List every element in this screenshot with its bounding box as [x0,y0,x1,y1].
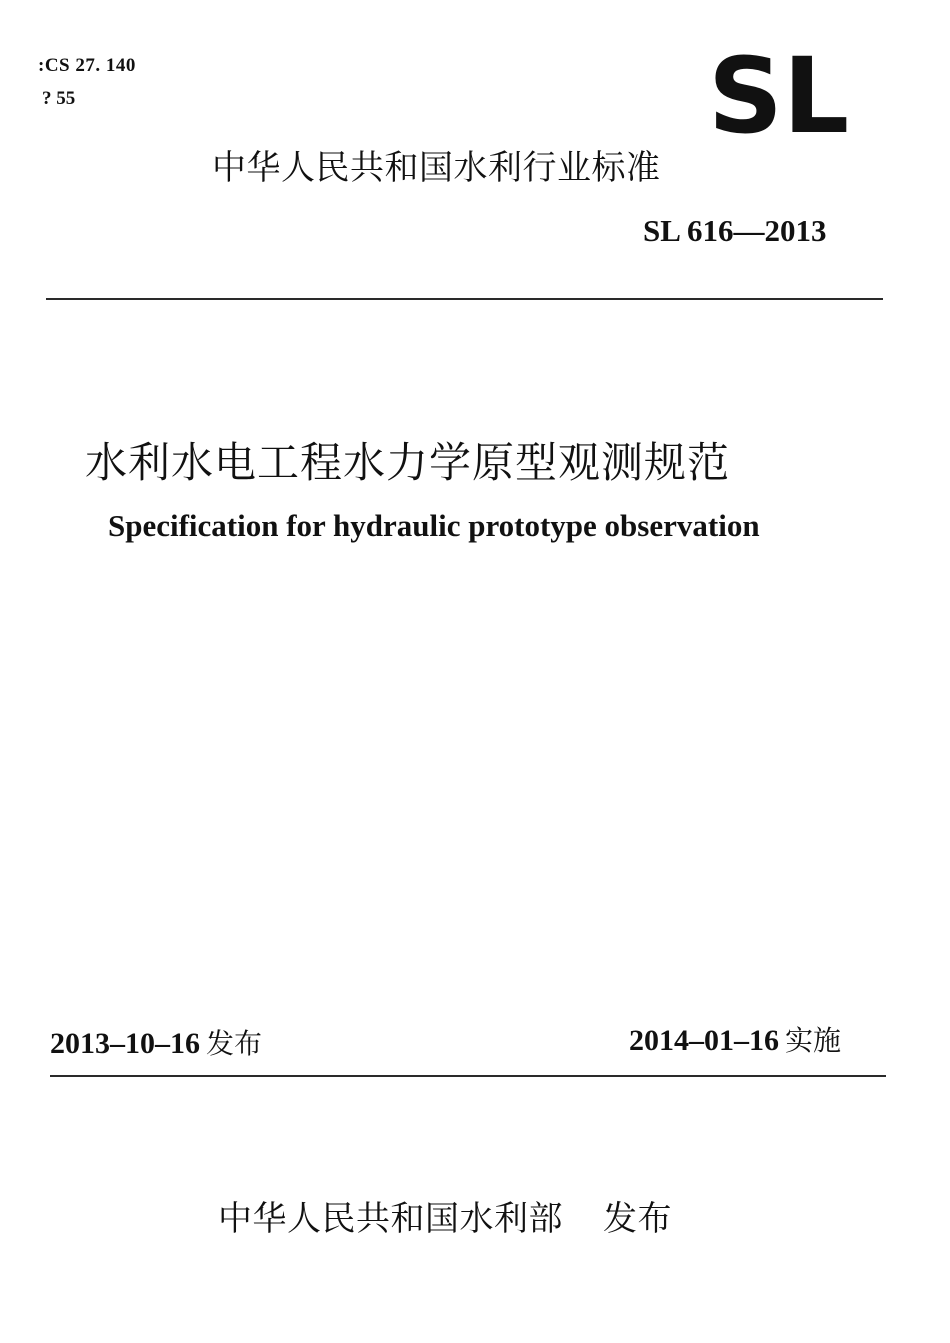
divider-top [46,298,883,300]
issuer-footer-name: 中华人民共和国水利部 [218,1199,563,1239]
title-english: Specification for hydraulic prototype observation [108,508,760,543]
release-date-line [50,1022,262,1062]
ics-code: :CS 27. 140 [38,55,136,76]
implement-date-line [629,1019,841,1059]
issuer-heading: 中华人民共和国水利行业标准 [212,148,661,188]
implement-date: 2014–01–16 [629,1024,779,1057]
implement-label: 实施 [785,1024,842,1057]
issuer-footer-action: 发布 [603,1199,672,1239]
sl-logo-text: SL [708,44,850,144]
standard-number: SL 616—2013 [643,213,827,248]
release-label: 发布 [206,1027,263,1060]
divider-bottom [50,1075,886,1077]
ccs-code: ? 55 [42,88,76,109]
title-chinese: 水利水电工程水力学原型观测规范 [85,438,731,487]
release-date: 2013–10–16 [50,1027,200,1060]
sl-logo [708,44,868,144]
issuer-footer [218,1191,672,1240]
